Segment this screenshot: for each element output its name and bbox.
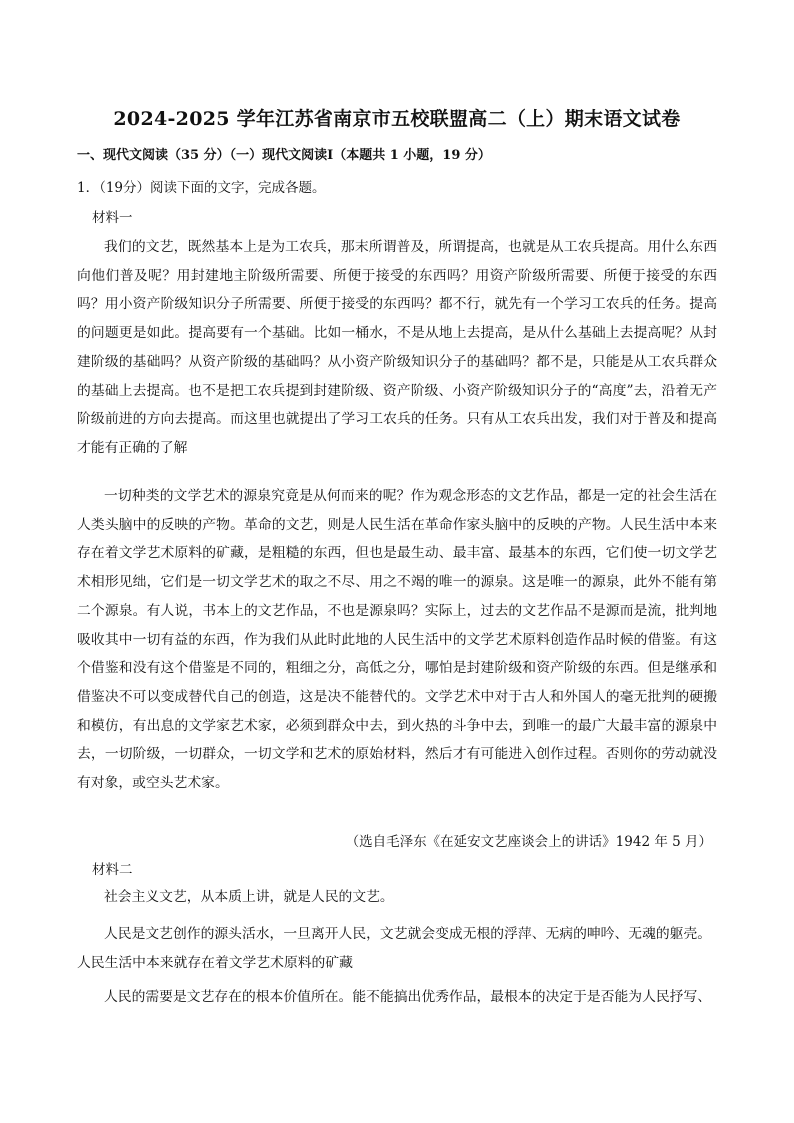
material-one-paragraph: 我们的文艺，既然基本上是为工农兵，那末所谓普及，所谓提高，也就是从工农兵提高。用什么东西向他们普及呢？用封建地主阶级所需要、所便于接受的东西吗？用资产阶级所需要、所便于接受的东西吗？用小资产阶级知识分子所需要、所便于接受的东西吗？都不行，就先有一个学习工农兵的任务。提高的问题更是如此。提高要有一个基础。比如一桶水，不是从地上去提高，是从什么基础上去提高呢？从封建阶级的基础吗？从资产阶级的基础吗？从小资产阶级知识分子的基础吗？都不是，只能是从工农兵群众的基础上去提高。也不是把工农兵提到封建阶级、资产阶级、小资产阶级知识分子的“高度”去，沿着无产阶级前进的方向去提高。而这里也就提出了学习工农兵的任务。只有从工农兵出发，我们对于普及和提高才能有正确的了解 — [77, 239, 717, 456]
material-one-label: 材料一 — [92, 210, 133, 226]
question-prompt: 1．（19分）阅读下面的文字，完成各题。 — [77, 180, 326, 196]
material-one-paragraph: 一切种类的文学艺术的源泉究竟是从何而来的呢？作为观念形态的文艺作品，都是一定的社会生活在人类头脑中的反映的产物。革命的文艺，则是人民生活在革命作家头脑中的反映的产物。人民生活中本来存在着文学艺术原料的矿藏，是粗糙的东西，但也是最生动、最丰富、最基本的东西，它们使一切文学艺术相形见绌，它们是一切文学艺术的取之不尽、用之不竭的唯一的源泉。这是唯一的源泉，此外不能有第二个源泉。有人说，书本上的文艺作品，不也是源泉吗？实际上，过去的文艺作品不是源而是流，批判地吸收其中一切有益的东西，作为我们从此时此地的人民生活中的文学艺术原料创造作品时候的借鉴。有这个借鉴和没有这个借鉴是不同的，粗细之分，高低之分，哪怕是封建阶级和资产阶级的东西。但是继承和借鉴决不可以变成替代自己的创造，这是决不能替代的。文学艺术中对于古人和外国人的毫无批判的硬搬和模仿，有出息的文学家艺术家，必须到群众中去，到火热的斗争中去，到唯一的最广大最丰富的源泉中去，一切阶级，一切群众，一切文学和艺术的原始材料，然后才有可能进入创作过程。否则你的劳动就没有对象，或空头艺术家。 — [77, 488, 717, 792]
material-two-paragraph: 人民的需要是文艺存在的根本价值所在。能不能搞出优秀作品，最根本的决定于是否能为人民抒写、 — [104, 989, 712, 1005]
section-heading: 一、现代文阅读（35 分）（一）现代文阅读Ⅰ（本题共 1 小题，19 分） — [77, 148, 491, 163]
material-two-paragraph: 人民生活中本来就存在着文学艺术原料的矿藏 — [77, 955, 353, 971]
material-two-paragraph: 人民是文艺创作的源头活水，一旦离开人民，文艺就会变成无根的浮萍、无病的呻吟、无魂的躯壳。 — [104, 926, 712, 942]
material-two-paragraph: 社会主义文艺，从本质上讲，就是人民的文艺。 — [104, 889, 394, 905]
exam-title: 2024-2025 学年江苏省南京市五校联盟高二（上）期末语文试卷 — [113, 108, 681, 130]
material-two-label: 材料二 — [92, 862, 133, 878]
material-one-source: （选自毛泽东《在延安文艺座谈会上的讲话》1942 年 5 月） — [345, 834, 712, 850]
